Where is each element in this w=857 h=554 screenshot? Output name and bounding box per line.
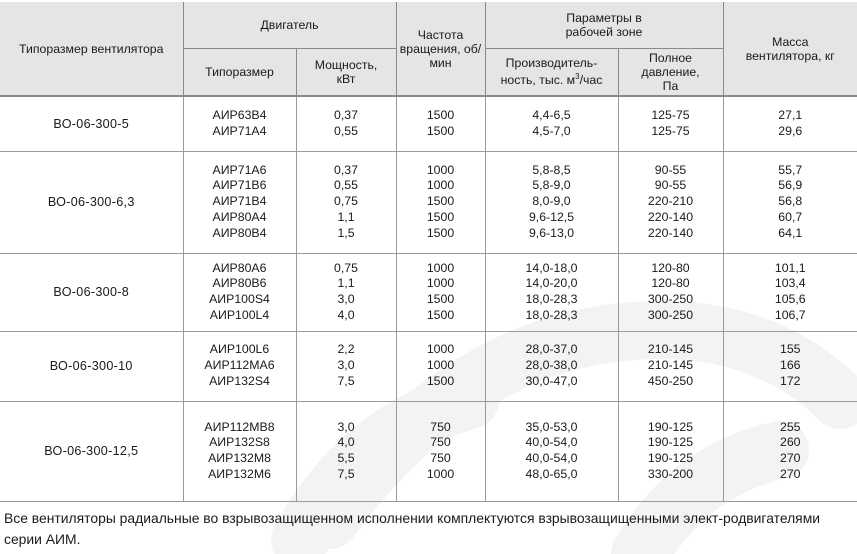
- cell-line: 4,0: [337, 435, 355, 450]
- cell-line: 125-75: [651, 108, 690, 123]
- cell-line: 1500: [426, 225, 455, 240]
- pressure-cell: [618, 401, 723, 501]
- table-row: [0, 151, 857, 253]
- header-mass: Масса вентилятора, кг: [723, 2, 857, 96]
- cell-line: 5,8-8,5: [532, 162, 571, 177]
- cell-line: 4,0: [337, 307, 355, 322]
- cell-line: АИР132М6: [208, 466, 271, 481]
- cell-line: 1000: [426, 260, 455, 275]
- cell-line: 1,1: [337, 209, 355, 224]
- cell-line: АИР80В4: [212, 225, 267, 240]
- table-row: [0, 253, 857, 331]
- cell-line: 0,37: [334, 108, 358, 123]
- cell-line: АИР100L6: [209, 342, 270, 357]
- fan-model-cell: ВО-06-300-8: [0, 253, 183, 331]
- cell-line: 5,8-9,0: [532, 178, 571, 193]
- table-row: [0, 96, 857, 151]
- cell-line: 450-250: [647, 373, 694, 388]
- cell-line: 56,9: [778, 178, 803, 193]
- header-pressure: Полное давление, Па: [618, 49, 723, 97]
- mass-cell: [723, 401, 857, 501]
- cell-line: 0,55: [334, 178, 358, 193]
- cell-line: 9,6-12,5: [528, 209, 575, 224]
- cell-line: 270: [779, 451, 801, 465]
- cell-line: 64,1: [778, 225, 803, 240]
- power-cell: [296, 96, 396, 151]
- pressure-cell: [618, 253, 723, 331]
- speed-cell: [396, 151, 485, 253]
- header-speed: Частота вращения, об/мин: [396, 2, 485, 96]
- capacity-cell: [485, 96, 618, 151]
- cell-line: 300-250: [647, 292, 694, 306]
- header-capacity: Производитель-ность, тыс. $м^3$/час: [485, 49, 618, 97]
- cell-line: 28,0-38,0: [525, 358, 578, 373]
- cell-line: 40,0-54,0: [525, 435, 578, 450]
- header-motor-type: Типоразмер: [183, 49, 296, 97]
- cell-line: АИР100S4: [209, 292, 270, 306]
- cell-line: 1000: [426, 466, 455, 481]
- cell-line: 120-80: [651, 276, 690, 291]
- cell-line: 30,0-47,0: [525, 373, 578, 388]
- cell-line: АИР100L4: [209, 307, 270, 322]
- cell-line: 1,5: [337, 225, 355, 240]
- cell-line: 2,2: [337, 342, 355, 357]
- capacity-cell: [485, 253, 618, 331]
- cell-line: 255: [779, 419, 801, 434]
- cell-line: 90-55: [654, 178, 687, 193]
- speed-cell: [396, 253, 485, 331]
- cell-line: АИР132М8: [208, 451, 271, 465]
- cell-line: 0,75: [334, 194, 358, 209]
- cell-line: 1000: [426, 358, 455, 373]
- cell-line: АИР71А6: [212, 162, 267, 177]
- cell-line: 7,5: [337, 373, 355, 388]
- cell-line: 172: [779, 373, 801, 388]
- cell-line: 4,5-7,0: [532, 123, 571, 138]
- fan-model-cell: ВО-06-300-10: [0, 331, 183, 401]
- speed-cell: [396, 401, 485, 501]
- cell-line: 166: [779, 358, 801, 373]
- mass-cell: [723, 151, 857, 253]
- cell-line: 3,0: [337, 292, 355, 306]
- cell-line: 750: [430, 451, 451, 465]
- cell-line: 3,0: [337, 358, 355, 373]
- cell-line: 3,0: [337, 419, 355, 434]
- cell-line: 1500: [426, 307, 455, 322]
- cell-line: 190-125: [647, 419, 694, 434]
- header-power: Мощность, кВт: [296, 49, 396, 97]
- cell-line: 28,0-37,0: [525, 342, 578, 357]
- fan-model-cell: ВО-06-300-5: [0, 96, 183, 151]
- header-params-group: Параметры в рабочей зоне: [485, 2, 723, 49]
- cell-line: 106,7: [774, 307, 806, 322]
- pressure-cell: [618, 96, 723, 151]
- pressure-cell: [618, 331, 723, 401]
- cell-line: 27,1: [778, 108, 803, 123]
- cell-line: 9,6-13,0: [528, 225, 575, 240]
- cell-line: АИР132S8: [209, 435, 270, 450]
- cell-line: 1500: [426, 194, 455, 209]
- cell-line: АИР71В6: [212, 178, 267, 193]
- motor-type-cell: [183, 401, 296, 501]
- fan-spec-table: [0, 2, 857, 502]
- table-row: [0, 401, 857, 501]
- mass-cell: [723, 253, 857, 331]
- cell-line: АИР80А6: [212, 260, 267, 275]
- cell-line: 1500: [426, 209, 455, 224]
- cell-line: 120-80: [651, 260, 690, 275]
- cell-line: АИР112МВ8: [204, 419, 275, 434]
- cell-line: АИР80В6: [212, 276, 267, 291]
- motor-type-cell: [183, 253, 296, 331]
- cell-line: 220-140: [647, 209, 694, 224]
- cell-line: 1000: [426, 276, 455, 291]
- cell-line: 270: [779, 466, 801, 481]
- pressure-cell: [618, 151, 723, 253]
- motor-type-cell: [183, 151, 296, 253]
- cell-line: АИР80А4: [212, 209, 267, 224]
- cell-line: 18,0-28,3: [525, 307, 578, 322]
- header-motor-group: Двигатель: [183, 2, 396, 49]
- cell-line: АИР112МА6: [204, 358, 275, 373]
- mass-cell: [723, 331, 857, 401]
- power-cell: [296, 253, 396, 331]
- footnote: Все вентиляторы радиальные во взрывозащищенном исполнении комплектуются взрывозащищенными элект-родвигателями серии АИМ.: [4, 510, 821, 547]
- cell-line: 14,0-18,0: [525, 260, 578, 275]
- cell-line: 155: [779, 342, 801, 357]
- cell-line: 210-145: [647, 342, 694, 357]
- cell-line: 103,4: [774, 276, 806, 291]
- table-row: [0, 331, 857, 401]
- speed-cell: [396, 96, 485, 151]
- power-cell: [296, 151, 396, 253]
- capacity-cell: [485, 401, 618, 501]
- fan-model-cell: ВО-06-300-6,3: [0, 151, 183, 253]
- capacity-cell: [485, 331, 618, 401]
- cell-line: 48,0-65,0: [525, 466, 578, 481]
- motor-type-cell: [183, 331, 296, 401]
- cell-line: 1000: [426, 342, 455, 357]
- speed-cell: [396, 331, 485, 401]
- cell-line: 1500: [426, 373, 455, 388]
- capacity-cell: [485, 151, 618, 253]
- cell-line: 105,6: [774, 292, 806, 306]
- cell-line: 90-55: [654, 162, 687, 177]
- cell-line: 210-145: [647, 358, 694, 373]
- cell-line: 220-140: [647, 225, 694, 240]
- cell-line: 29,6: [778, 123, 803, 138]
- cell-line: 4,4-6,5: [532, 108, 571, 123]
- cell-line: АИР63В4: [212, 108, 267, 123]
- cell-line: 0,37: [334, 162, 358, 177]
- cell-line: 60,7: [778, 209, 803, 224]
- cell-line: 18,0-28,3: [525, 292, 578, 306]
- cell-line: 1500: [426, 123, 455, 138]
- cell-line: 40,0-54,0: [525, 451, 578, 465]
- header-fan-size: Типоразмер вентилятора: [0, 2, 183, 96]
- cell-line: 14,0-20,0: [525, 276, 578, 291]
- cell-line: АИР71А4: [212, 123, 267, 138]
- cell-line: 330-200: [647, 466, 694, 481]
- cell-line: 56,8: [778, 194, 803, 209]
- cell-line: 260: [779, 435, 801, 450]
- mass-cell: [723, 96, 857, 151]
- fan-model-cell: ВО-06-300-12,5: [0, 401, 183, 501]
- motor-type-cell: [183, 96, 296, 151]
- cell-line: 1000: [426, 162, 455, 177]
- cell-line: 190-125: [647, 435, 694, 450]
- cell-line: 0,75: [334, 260, 358, 275]
- cell-line: 1000: [426, 178, 455, 193]
- cell-line: АИР71В4: [212, 194, 267, 209]
- cell-line: 5,5: [337, 451, 355, 465]
- cell-line: 300-250: [647, 307, 694, 322]
- cell-line: 220-210: [647, 194, 694, 209]
- cell-line: 7,5: [337, 466, 355, 481]
- cell-line: АИР132S4: [209, 373, 270, 388]
- cell-line: 55,7: [778, 162, 803, 177]
- cell-line: 101,1: [774, 260, 806, 275]
- cell-line: 1500: [426, 108, 455, 123]
- cell-line: 1,1: [337, 276, 355, 291]
- cell-line: 190-125: [647, 451, 694, 465]
- cell-line: 8,0-9,0: [532, 194, 571, 209]
- power-cell: [296, 331, 396, 401]
- cell-line: 0,55: [334, 123, 358, 138]
- cell-line: 35,0-53,0: [525, 419, 578, 434]
- cell-line: 750: [430, 419, 451, 434]
- power-cell: [296, 401, 396, 501]
- cell-line: 1500: [426, 292, 455, 306]
- cell-line: 125-75: [651, 123, 690, 138]
- cell-line: 750: [430, 435, 451, 450]
